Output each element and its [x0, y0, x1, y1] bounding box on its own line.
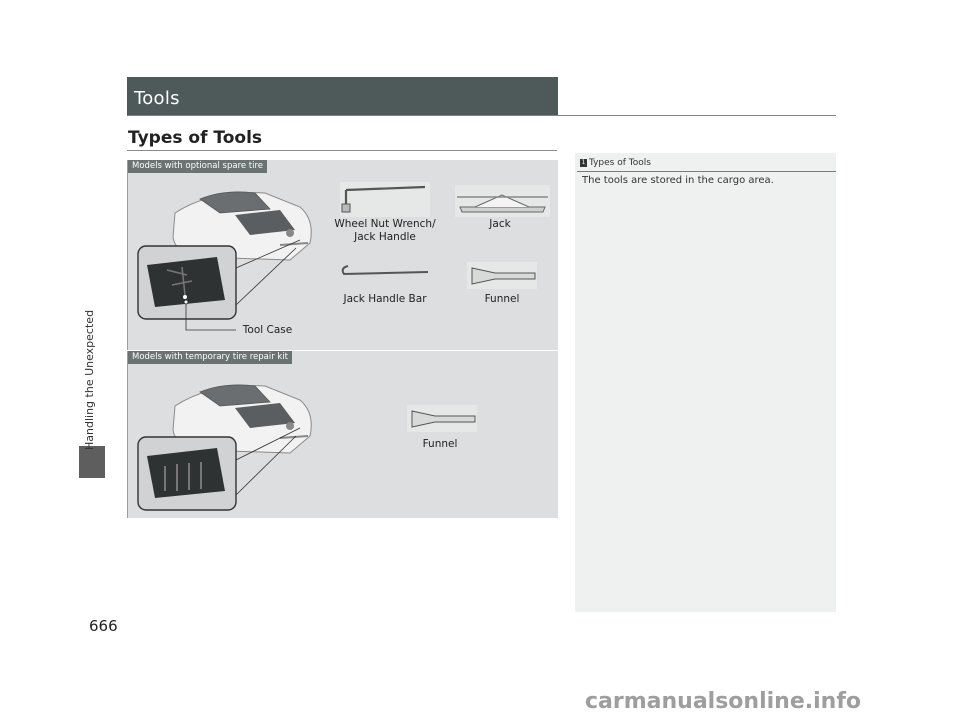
- jack-handle-bar-label: Jack Handle Bar: [343, 293, 427, 305]
- note-title: [580, 158, 651, 168]
- subsection-title: Types of Tools: [128, 128, 263, 148]
- funnel-label: Funnel: [422, 438, 458, 450]
- panel-tag: Models with temporary tire repair kit: [128, 351, 292, 364]
- note-marker: 1: [581, 159, 586, 166]
- note-rule: [577, 171, 836, 172]
- tool-case-label: Tool Case: [242, 324, 293, 336]
- note-title-text: Types of Tools: [589, 158, 651, 168]
- note-text: The tools are stored in the cargo area.: [582, 175, 774, 186]
- note-box: [575, 153, 836, 612]
- wrench-label-line2: Jack Handle: [354, 231, 416, 243]
- funnel-label: Funnel: [484, 293, 520, 305]
- jack-label: Jack: [489, 218, 511, 230]
- panel-tag: Models with optional spare tire: [128, 160, 267, 173]
- watermark: carmanualsonline.info: [585, 689, 861, 714]
- funnel-icon: [407, 405, 477, 432]
- page-number: 666: [89, 617, 118, 635]
- section-title: Tools: [134, 88, 180, 109]
- wrench-label-line1: Wheel Nut Wrench/: [334, 218, 436, 230]
